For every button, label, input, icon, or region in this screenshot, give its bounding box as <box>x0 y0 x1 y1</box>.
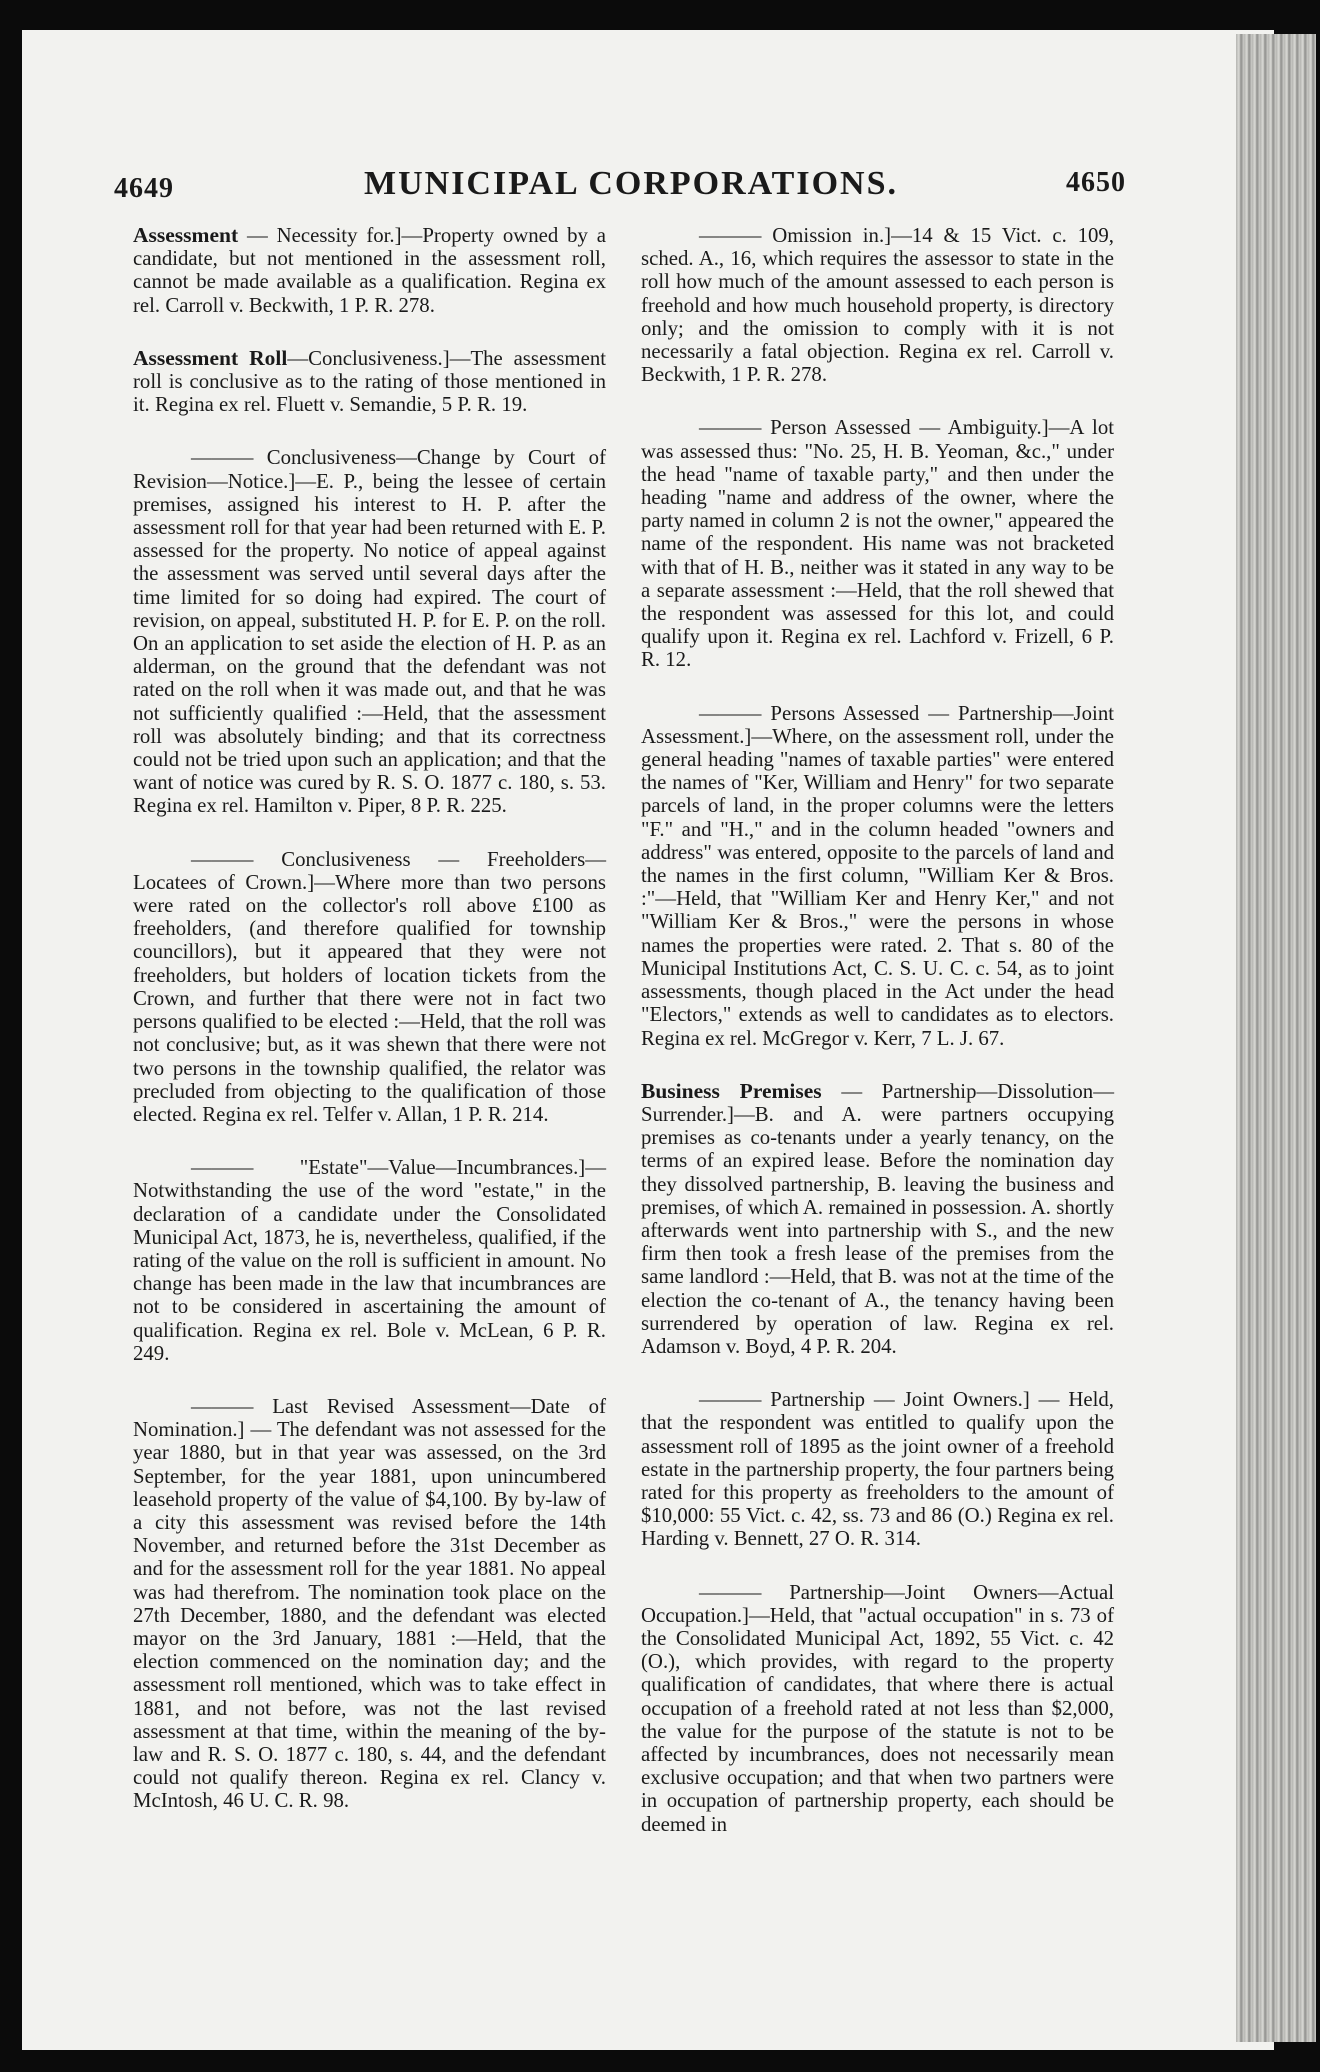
digest-entry <box>641 416 1114 671</box>
digest-entry <box>133 848 606 1126</box>
digest-entry <box>641 1080 1114 1358</box>
entry-text: ——— Last Revised Assessment—Date of Nomination.] — The defendant was not assessed for the year 1880, but in that year was assessed, on the 3rd September, for the year 1881, upon unincumbered leasehold property of the value of $4,100. By by-law of a city this assessment was revised before the 14th November, and returned before the 31st December as and for the assessment roll for the year 1881. No appeal was had therefrom. The nomination took place on the 27th December, 1880, and the defendant was elected mayor on the 3rd January, 1881 :—Held, that the election commenced on the nomination day; and the assessment roll mentioned, which was to take effect in 1881, and not before, was not the last revised assessment at that time, within the meaning of the by-law and R. S. O. 1877 c. 180, s. 44, and the defendant could not qualify thereon. Regina ex rel. Clancy v. McIntosh, 46 U. C. R. 98. <box>133 1394 606 1813</box>
running-title: MUNICIPAL CORPORATIONS. <box>364 165 898 202</box>
digest-entry <box>133 347 606 417</box>
entry-text: ——— Person Assessed — Ambiguity.]—A lot was assessed thus: "No. 25, H. B. Yeoman, &c.," under the head "name of taxable party," and then under the heading "name and address of the owner, where the party named in column 2 is not the owner," appeared the name of the respondent. His name was not bracketed with that of H. B., neither was it stated in any way to be a separate assessment :—Held, that the roll shewed that the respondent was assessed for this lot, and could qualify upon it. Regina ex rel. Lachford v. Frizell, 6 P. R. 12. <box>641 416 1114 672</box>
entry-text: ——— "Estate"—Value—Incumbrances.]—Notwithstanding the use of the word "estate," in the declaration of a candidate under the Consolidated Municipal Act, 1873, he is, nevertheless, qualified, if the rating of the value on the roll is sufficient in amount. No change has been made in the law that incumbrances are not to be considered in ascertaining the amount of qualification. Regina ex rel. Bole v. McLean, 6 P. R. 249. <box>133 1156 606 1365</box>
digest-entry <box>133 224 606 317</box>
page-number-right: 4650 <box>1066 167 1126 198</box>
digest-entry <box>133 1156 606 1365</box>
entry-headword: Business Premises <box>641 1078 822 1103</box>
right-column <box>641 224 1114 1860</box>
digest-entry <box>641 702 1114 1050</box>
running-header <box>86 165 1176 215</box>
digest-entry <box>133 1395 606 1813</box>
digest-entry <box>641 1388 1114 1550</box>
entry-headword: Assessment <box>133 223 239 247</box>
entry-text: — Necessity for.]—Property owned by a candidate, but not mentioned in the assessment roll, cannot be made available as a qualification. Regina ex rel. Carroll v. Beckwith, 1 P. R. 278. <box>133 224 606 317</box>
entry-text: ——— Conclusiveness — Freeholders—Locatees of Crown.]—Where more than two persons were rated on the collector's roll above £100 as freeholders, (and therefore qualified for township councillors), but it appeared that they were not freeholders, but holders of location tickets from the Crown, and further that there were not in fact two persons qualified to be elected :—Held, that the roll was not conclusive; but, as it was shewn that there were not two persons in the township qualified, the relator was precluded from objecting to the qualification of those elected. Regina ex rel. Telfer v. Allan, 1 P. R. 214. <box>133 847 606 1126</box>
left-column <box>133 224 606 1837</box>
digest-entry <box>641 1581 1114 1836</box>
page-edges <box>1236 34 1316 2042</box>
digest-entry <box>641 224 1114 386</box>
entry-text: ——— Partnership — Joint Owners.] — Held, that the respondent was entitled to qualify upon the assessment roll of 1895 as the joint owner of a freehold estate in the partnership property, the four partners being rated for this property as freeholders to the amount of $10,000: 55 Vict. c. 42, ss. 73 and 86 (O.) Regina ex rel. Harding v. Bennett, 27 O. R. 314. <box>641 1388 1114 1551</box>
entry-text: ——— Partnership—Joint Owners—Actual Occupation.]—Held, that "actual occupation" in s. 73 of the Consolidated Municipal Act, 1892, 55 Vict. c. 42 (O.), which provides, with regard to the property qualification of candidates, that where there is actual occupation of a freehold rated at not less than $2,000, the value for the purpose of the statute is not to be affected by incumbrances, does not necessarily mean exclusive occupation; and that when two partners were in occupation of partnership property, each should be deemed in <box>641 1580 1114 1836</box>
entry-text: ——— Conclusiveness—Change by Court of Revision—Notice.]—E. P., being the lessee of certain premises, assigned his interest to H. P. after the assessment roll for that year had been returned with E. P. assessed for the property. No notice of appeal against the assessment was served until several days after the time limited for so doing had expired. The court of revision, on appeal, substituted H. P. for E. P. on the roll. On an application to set aside the election of H. P. as an alderman, on the ground that the defendant was not rated on the roll when it was made out, and that he was not sufficiently qualified :—Held, that the assessment roll was absolutely binding; and that its correctness could not be tried upon such an application; and that the want of notice was cured by R. S. O. 1877 c. 180, s. 53. Regina ex rel. Hamilton v. Piper, 8 P. R. 225. <box>133 446 606 818</box>
entry-text: ——— Persons Assessed — Partnership—Joint Assessment.]—Where, on the assessment roll, under the general heading "names of taxable parties" were entered the names of "Ker, William and Henry" for two separate parcels of land, in the proper columns were the letters "F." and "H.," and in the column headed "owners and address" was entered, opposite to the parcels of land and the names in the first column, "William Ker & Bros. :"—Held, that "William Ker and Henry Ker," and not "William Ker & Bros.," were the persons in whose names the properties were rated. 2. That s. 80 of the Municipal Institutions Act, C. S. U. C. c. 54, as to joint assessments, though placed in the Act under the head "Electors," extends as well to candidates as to electors. Regina ex rel. McGregor v. Kerr, 7 L. J. 67. <box>641 701 1114 1050</box>
digest-entry <box>133 446 606 817</box>
entry-text: — Partnership—Dissolution—Surrender.]—B. and A. were partners occupying premises as co-tenants under a yearly tenancy, on the terms of an expired lease. Before the nomination day they dissolved partnership, B. leaving the business and premises, of which A. remained in possession. A. shortly afterwards went into partnership with S., and the new firm then took a fresh lease of the premises from the same landlord :—Held, that B. was not at the time of the election the co-tenant of A., the tenancy having been surrendered by operation of law. Regina ex rel. Adamson v. Boyd, 4 P. R. 204. <box>641 1079 1114 1358</box>
entry-text: —Conclusiveness.]—The assessment roll is conclusive as to the rating of those mentioned in it. Regina ex rel. Fluett v. Semandie, 5 P. R. 19. <box>133 346 606 417</box>
page-number-left: 4649 <box>114 173 174 204</box>
entry-text: ——— Omission in.]—14 & 15 Vict. c. 109, sched. A., 16, which requires the assessor to state in the roll how much of the amount assessed to each person is freehold and how much household property, is directory only; and the omission to comply with it is not necessarily a fatal objection. Regina ex rel. Carroll v. Beckwith, 1 P. R. 278. <box>641 224 1114 387</box>
entry-headword: Assessment Roll <box>133 345 288 370</box>
